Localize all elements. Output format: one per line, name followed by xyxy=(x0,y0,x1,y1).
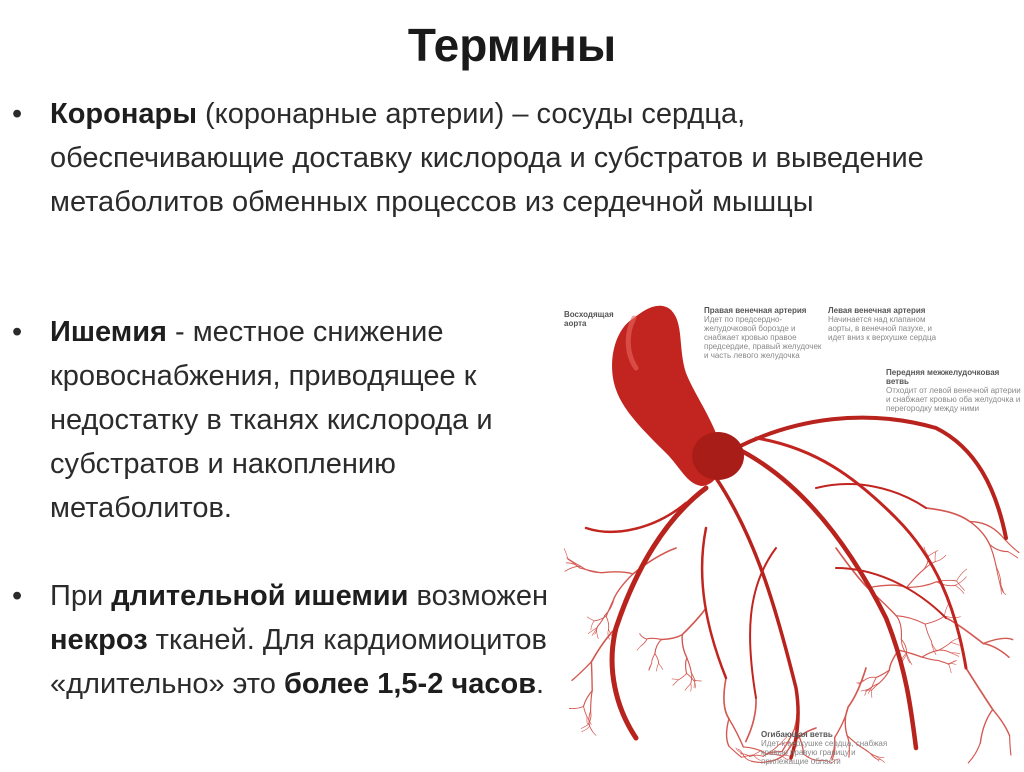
capillary-branch xyxy=(727,719,729,746)
capillary-branch xyxy=(602,572,633,574)
capillary-branch xyxy=(652,654,655,664)
capillary-branch xyxy=(983,638,1013,643)
capillary-branch xyxy=(582,726,590,731)
capillary-branch xyxy=(899,650,923,657)
capillary-branch xyxy=(925,624,931,641)
capillary-branch xyxy=(606,616,609,629)
label-aorta: Восходящая аорта xyxy=(564,310,624,328)
capillary-branch xyxy=(955,585,964,593)
right-coronary-artery xyxy=(612,488,706,738)
capillary-branch xyxy=(938,660,948,663)
capillary-branch xyxy=(993,710,1010,736)
capillary-branch xyxy=(640,634,647,639)
term-long-ischemia: длительной ишемии xyxy=(111,580,408,612)
capillary-branch xyxy=(968,743,980,763)
term-ischemia: Ишемия xyxy=(50,316,167,348)
capillary-branch xyxy=(951,642,960,645)
capillary-branch xyxy=(641,639,647,646)
capillary-branch xyxy=(922,657,938,660)
capillary-branch xyxy=(1010,736,1011,755)
capillary-branch xyxy=(990,544,997,566)
capillary-branch xyxy=(983,644,1009,658)
capillary-branch xyxy=(673,680,679,686)
capillary-branch xyxy=(564,549,568,560)
capillary-branch xyxy=(637,646,641,650)
capillary-branch xyxy=(581,724,588,728)
capillary-branch xyxy=(879,670,890,683)
bullet-dot: • xyxy=(12,574,22,618)
text-part: возможен xyxy=(408,580,548,612)
capillary-branch xyxy=(949,665,951,673)
capillary-branch xyxy=(1008,552,1018,558)
capillary-branch xyxy=(647,638,662,639)
capillary-branch xyxy=(946,618,983,644)
capillary-branch xyxy=(691,684,692,692)
label-left-coronary: Левая венечная артерия Начинается над клапаном аорты, в венечной пазухе, и идет вниз к верхушке сердца xyxy=(828,306,943,342)
bullet-dot: • xyxy=(12,310,22,354)
capillary-branch xyxy=(572,662,591,681)
capillary-branch xyxy=(935,555,946,561)
capillary-branch xyxy=(682,608,706,635)
text-part: тканей. Для кардиомиоцитов «длительно» это xyxy=(50,624,547,700)
definition-ischemia: - местное снижение кровоснабжения, приводящее к недостатку в тканях кислорода и субстратов и накоплению метаболитов. xyxy=(50,316,493,524)
label-right-coronary: Правая венечная артерия Идет по предсердно-желудочковой борозде и снабжает кровью правое предсердие, правый желудочек и часть левого желудочка xyxy=(704,306,824,360)
capillary-branch xyxy=(569,706,583,708)
text-part: При xyxy=(50,580,111,612)
bullet-dot: • xyxy=(12,92,22,136)
capillary-branch xyxy=(591,691,593,712)
anterior-interventricular-branch xyxy=(736,448,916,748)
capillary-branch xyxy=(929,551,938,556)
capillary-branch xyxy=(584,706,588,716)
capillary-branch xyxy=(970,522,1001,535)
capillary-branch xyxy=(907,654,912,665)
bullet-coronary xyxy=(50,92,930,224)
capillary-branch xyxy=(597,628,599,639)
capillary-branch xyxy=(591,662,592,691)
capillary-branch xyxy=(587,617,594,621)
aortic-root xyxy=(692,432,744,480)
capillary-branch xyxy=(724,678,729,719)
capillary-branch xyxy=(672,679,678,680)
bullet-ischemia xyxy=(50,310,570,530)
capillary-branch xyxy=(657,663,659,671)
capillary-branch xyxy=(957,569,967,581)
capillary-branch xyxy=(687,658,691,673)
definition-coronary: (коронарные артерии) – сосуды сердца, обеспечивающие доставку кислорода и субстратов и выведение метаболитов обменных процессов из сердечной мышцы xyxy=(50,98,924,218)
capillary-branch xyxy=(896,616,901,640)
capillary-branch xyxy=(922,650,939,657)
capillary-branch xyxy=(1001,535,1019,553)
capillary-branch xyxy=(686,658,687,674)
capillary-branch xyxy=(655,654,659,664)
capillary-branch xyxy=(896,616,925,624)
capillary-branch xyxy=(594,616,606,621)
text-part: . xyxy=(536,668,544,700)
capillary-branch xyxy=(655,640,662,654)
capillary-branch xyxy=(865,677,876,680)
capillary-branch xyxy=(906,653,910,663)
slide-title: Термины xyxy=(0,18,1024,72)
capillary-branch xyxy=(939,650,951,653)
capillary-branch xyxy=(966,668,993,710)
capillary-branch xyxy=(661,635,682,640)
capillary-branch xyxy=(606,598,614,616)
label-anterior-branch: Передняя межжелудочковая ветвь Отходит от левой венечной артерии и снабжает кровью оба желудочка и перегородку между ними xyxy=(886,368,1021,413)
capillary-branch xyxy=(729,719,743,747)
coronary-arteries-illustration xyxy=(556,288,1024,767)
capillary-branch xyxy=(939,642,951,650)
capillary-branch xyxy=(980,710,992,744)
term-duration: более 1,5-2 часов xyxy=(284,668,536,700)
term-necrosis: некроз xyxy=(50,624,148,656)
capillary-branch xyxy=(925,616,944,624)
bullet-necrosis xyxy=(50,574,570,706)
capillary-branch xyxy=(589,724,594,732)
circumflex-branch xyxy=(736,418,1006,538)
capillary-branch xyxy=(682,635,687,658)
capillary-branch xyxy=(567,558,581,566)
capillary-branch xyxy=(848,668,866,707)
capillary-branch xyxy=(685,684,691,691)
label-circumflex: Огибающая ветвь Идет к верхушке сердца, снабжая кровью правую границу и прилежащие области xyxy=(761,730,901,766)
capillary-branch xyxy=(659,663,663,669)
capillary-branch xyxy=(591,621,595,630)
capillary-branch xyxy=(935,552,936,562)
capillary-branch xyxy=(746,698,756,742)
capillary-branch xyxy=(926,508,970,522)
capillary-branch xyxy=(907,570,923,587)
capillary-branch xyxy=(678,674,686,680)
term-coronary: Коронары xyxy=(50,98,197,130)
